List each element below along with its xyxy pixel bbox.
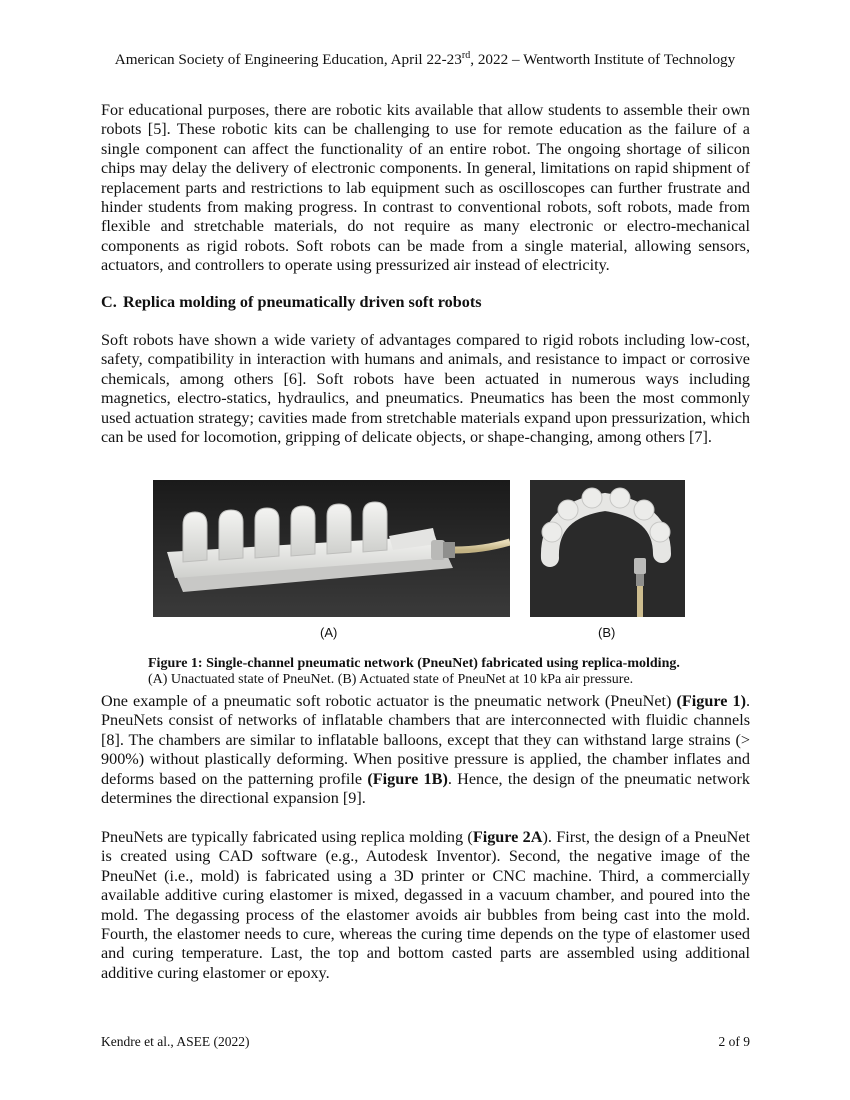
- figure-caption-text: (A) Unactuated state of PneuNet. (B) Actuated state of PneuNet at 10 kPa air pressure.: [148, 672, 634, 687]
- section-title: Replica molding of pneumatically driven soft robots: [123, 293, 482, 311]
- figure-reference: (Figure 1): [676, 692, 746, 710]
- header-text: American Society of Engineering Education, April 22-23: [114, 51, 462, 68]
- section-number: C.: [101, 293, 117, 311]
- paragraph-text: . PneuNets consist of networks of inflatable chambers that are interconnected with fluidic channels [8]. The chambers are similar to inflatable balloons, except that they can withstand large strains (> 900%) without plastically deforming. When positive pressure is applied, the chamber inflates and deforms based on the patterning profile: [101, 692, 751, 788]
- figure-1a-photo: [153, 480, 510, 617]
- paragraph-text: . Hence, the design of the pneumatic network determines the directional expansion [9].: [101, 769, 751, 808]
- paragraph-text: PneuNets are typically fabricated using replica molding (: [101, 828, 473, 846]
- header-text-suffix: , 2022 – Wentworth Institute of Technology: [470, 51, 736, 68]
- paragraph-robotic-kits: For educational purposes, there are robotic kits available that allow students to assemble their own robots [5]. These robotic kits can be challenging to use for remote education as the failure of a single component can affect the functionality of an entire robot. The ongoing shortage of silicon chips may delay the delivery of electronic components. In general, limitations on rapid shipment of replacement parts and restrictions to lab equipment such as oscilloscopes can further frustrate and hinder students from making progress. In contrast to conventional robots, soft robots, made from flexible and stretchable materials, do not require as many electronic or electro-mechanical components as rigid robots. Soft robots can be made from a single material, allowing sensors, actuators, and controllers to operate using pressurized air instead of electricity.: [101, 101, 750, 275]
- paragraph-text: One example of a pneumatic soft robotic actuator is the pneumatic network (PneuNet): [101, 692, 677, 710]
- figure-reference: Figure 2A: [472, 828, 543, 846]
- figure-label-b: (B): [598, 625, 616, 640]
- paragraph-pneunet: [101, 692, 750, 808]
- paragraph-replica-molding: [101, 828, 750, 983]
- section-heading: [101, 292, 750, 312]
- figure-caption-title: Figure 1: Single-channel pneumatic network (PneuNet) fabricated using replica-molding.: [148, 656, 680, 671]
- figure-label-a: (A): [320, 625, 338, 640]
- paragraph-soft-robots: Soft robots have shown a wide variety of advantages compared to rigid robots including low-cost, safety, compatibility in interaction with humans and animals, and resistance to impact or corrosive chemicals, among others [6]. Soft robots have been actuated in numerous ways including magnetics, electro-statics, hydraulics, and pneumatics. Pneumatics has been the most commonly used actuation strategy; cavities made from stretchable materials expand upon pressurization, which can be used for locomotion, gripping of delicate objects, or shape-changing, among others [7].: [101, 331, 750, 447]
- page-number: 2 of 9: [718, 1034, 750, 1049]
- figure-reference: (Figure 1B): [367, 769, 448, 788]
- running-header: [0, 50, 850, 70]
- figure-1b-photo: [530, 480, 685, 617]
- footer-citation: Kendre et al., ASEE (2022): [101, 1034, 250, 1049]
- header-superscript: rd: [461, 49, 471, 61]
- paragraph-text: ). First, the design of a PneuNet is created using CAD software (e.g., Autodesk Inventor). Second, the negative image of the PneuNet (i.e., mold) is fabricated using a 3D printer or CNC machine. Third, a commercially available additive curing elastomer is mixed, degassed in a vacuum chamber, and poured into the mold. The degassing process of the elastomer avoids air bubbles from being cast into the mold. Fourth, the elastomer needs to cure, whereas the curing time depends on the type of elastomer used and curing temperature. Last, the top and bottom casted parts are assembled using additional additive curing elastomer or epoxy.: [101, 828, 750, 982]
